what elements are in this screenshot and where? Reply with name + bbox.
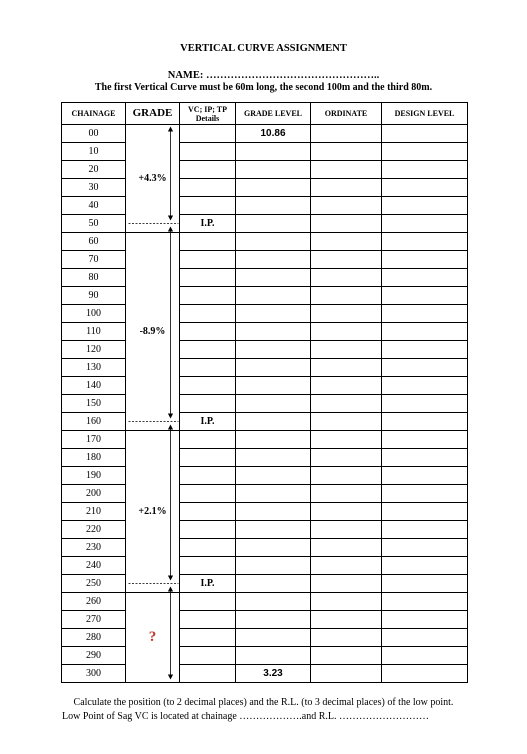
chainage-cell: 120 bbox=[62, 341, 126, 359]
table-row bbox=[62, 449, 468, 467]
table-row bbox=[62, 143, 468, 161]
vc-details-cell[interactable] bbox=[180, 449, 236, 467]
chainage-cell: 80 bbox=[62, 269, 126, 287]
ordinate-cell[interactable] bbox=[311, 233, 382, 251]
vc-details-cell[interactable] bbox=[180, 251, 236, 269]
ordinate-cell[interactable] bbox=[311, 215, 382, 233]
vc-details-cell[interactable] bbox=[180, 143, 236, 161]
assignment-instructions: The first Vertical Curve must be 60m long, the second 100m and the third 80m. bbox=[94, 82, 433, 93]
ordinate-cell[interactable] bbox=[311, 539, 382, 557]
design-level-cell[interactable] bbox=[382, 179, 468, 197]
table-row bbox=[62, 125, 468, 143]
ordinate-cell[interactable] bbox=[311, 359, 382, 377]
table-row bbox=[62, 557, 468, 575]
grade-level-cell[interactable]: 3.23 bbox=[236, 665, 311, 683]
chainage-cell: 10 bbox=[62, 143, 126, 161]
vc-details-cell[interactable] bbox=[180, 359, 236, 377]
assignment-title: VERTICAL CURVE ASSIGNMENT bbox=[180, 43, 347, 54]
design-level-cell[interactable] bbox=[382, 197, 468, 215]
grade-level-cell[interactable] bbox=[236, 539, 311, 557]
ordinate-cell[interactable] bbox=[311, 161, 382, 179]
table-row bbox=[62, 161, 468, 179]
ordinate-cell[interactable] bbox=[311, 323, 382, 341]
design-level-cell[interactable] bbox=[382, 557, 468, 575]
table-row bbox=[62, 431, 468, 449]
ip-marker[interactable]: I.P. bbox=[180, 413, 236, 431]
vc-details-cell[interactable] bbox=[180, 467, 236, 485]
grade-level-cell[interactable] bbox=[236, 143, 311, 161]
chainage-cell: 90 bbox=[62, 287, 126, 305]
ordinate-cell[interactable] bbox=[311, 179, 382, 197]
vc-details-cell[interactable] bbox=[180, 377, 236, 395]
vertical-curve-table bbox=[61, 102, 468, 683]
design-level-cell[interactable] bbox=[382, 215, 468, 233]
grade-level-cell[interactable] bbox=[236, 647, 311, 665]
vc-details-cell[interactable] bbox=[180, 395, 236, 413]
grade-level-cell[interactable] bbox=[236, 521, 311, 539]
vc-details-cell[interactable] bbox=[180, 323, 236, 341]
vc-details-cell[interactable] bbox=[180, 197, 236, 215]
table-row bbox=[62, 521, 468, 539]
table-row bbox=[62, 485, 468, 503]
vc-details-cell[interactable] bbox=[180, 647, 236, 665]
grade-level-cell[interactable] bbox=[236, 413, 311, 431]
design-level-cell[interactable] bbox=[382, 467, 468, 485]
design-level-cell[interactable] bbox=[382, 647, 468, 665]
ordinate-cell[interactable] bbox=[311, 503, 382, 521]
chainage-cell: 170 bbox=[62, 431, 126, 449]
design-level-cell[interactable] bbox=[382, 629, 468, 647]
grade-level-cell[interactable] bbox=[236, 503, 311, 521]
vc-details-cell[interactable] bbox=[180, 665, 236, 683]
design-level-cell[interactable] bbox=[382, 359, 468, 377]
grade-level-cell[interactable] bbox=[236, 323, 311, 341]
chainage-cell: 70 bbox=[62, 251, 126, 269]
ordinate-cell[interactable] bbox=[311, 251, 382, 269]
grade-cell bbox=[126, 593, 180, 683]
table-row bbox=[62, 539, 468, 557]
vc-details-cell[interactable] bbox=[180, 179, 236, 197]
table-row bbox=[62, 611, 468, 629]
chainage-cell: 200 bbox=[62, 485, 126, 503]
ordinate-cell[interactable] bbox=[311, 197, 382, 215]
table-row bbox=[62, 215, 468, 233]
design-level-cell[interactable] bbox=[382, 503, 468, 521]
chainage-cell: 220 bbox=[62, 521, 126, 539]
ordinate-cell[interactable] bbox=[311, 269, 382, 287]
table-row bbox=[62, 593, 468, 611]
vc-details-cell[interactable] bbox=[180, 521, 236, 539]
table-row bbox=[62, 395, 468, 413]
ordinate-cell[interactable] bbox=[311, 593, 382, 611]
design-level-cell[interactable] bbox=[382, 377, 468, 395]
design-level-cell[interactable] bbox=[382, 431, 468, 449]
task-instructions: Calculate the position (to 2 decimal places) and the R.L. (to 3 decimal places) of the low point. bbox=[73, 697, 454, 708]
vc-details-cell[interactable] bbox=[180, 269, 236, 287]
ip-marker[interactable]: I.P. bbox=[180, 575, 236, 593]
table-row bbox=[62, 197, 468, 215]
chainage-cell: 30 bbox=[62, 179, 126, 197]
grade-label: -8.9% bbox=[139, 326, 166, 337]
design-level-cell[interactable] bbox=[382, 413, 468, 431]
chainage-cell: 300 bbox=[62, 665, 126, 683]
chainage-cell: 140 bbox=[62, 377, 126, 395]
vc-details-cell[interactable] bbox=[180, 485, 236, 503]
grade-label: +2.1% bbox=[138, 506, 167, 517]
ordinate-cell[interactable] bbox=[311, 575, 382, 593]
ordinate-cell[interactable] bbox=[311, 305, 382, 323]
design-level-cell[interactable] bbox=[382, 287, 468, 305]
design-level-cell[interactable] bbox=[382, 395, 468, 413]
vc-details-cell[interactable] bbox=[180, 611, 236, 629]
chainage-cell: 110 bbox=[62, 323, 126, 341]
ordinate-cell[interactable] bbox=[311, 341, 382, 359]
table-header-row bbox=[62, 103, 468, 125]
design-level-cell[interactable] bbox=[382, 323, 468, 341]
grade-level-cell[interactable] bbox=[236, 467, 311, 485]
design-level-cell[interactable] bbox=[382, 575, 468, 593]
design-level-cell[interactable] bbox=[382, 233, 468, 251]
table-row bbox=[62, 413, 468, 431]
design-level-cell[interactable] bbox=[382, 305, 468, 323]
vc-details-cell[interactable] bbox=[180, 287, 236, 305]
grade-level-cell[interactable] bbox=[236, 611, 311, 629]
vc-details-cell[interactable] bbox=[180, 161, 236, 179]
ordinate-cell[interactable] bbox=[311, 395, 382, 413]
design-level-cell[interactable] bbox=[382, 611, 468, 629]
design-level-cell[interactable] bbox=[382, 485, 468, 503]
design-level-header: DESIGN LEVEL bbox=[382, 103, 468, 125]
grade-level-cell[interactable] bbox=[236, 269, 311, 287]
table-row bbox=[62, 629, 468, 647]
design-level-cell[interactable] bbox=[382, 161, 468, 179]
ordinate-cell[interactable] bbox=[311, 125, 382, 143]
vc-details-cell[interactable] bbox=[180, 503, 236, 521]
vc-details-cell[interactable] bbox=[180, 629, 236, 647]
chainage-cell: 20 bbox=[62, 161, 126, 179]
design-level-cell[interactable] bbox=[382, 143, 468, 161]
design-level-cell[interactable] bbox=[382, 593, 468, 611]
chainage-cell: 160 bbox=[62, 413, 126, 431]
table-row bbox=[62, 305, 468, 323]
table-row bbox=[62, 251, 468, 269]
chainage-cell: 260 bbox=[62, 593, 126, 611]
table-row bbox=[62, 233, 468, 251]
vc-details-cell[interactable] bbox=[180, 593, 236, 611]
ordinate-cell[interactable] bbox=[311, 377, 382, 395]
ordinate-cell[interactable] bbox=[311, 143, 382, 161]
chainage-cell: 240 bbox=[62, 557, 126, 575]
table-row bbox=[62, 287, 468, 305]
ordinate-cell[interactable] bbox=[311, 647, 382, 665]
chainage-cell: 280 bbox=[62, 629, 126, 647]
design-level-cell[interactable] bbox=[382, 269, 468, 287]
chainage-cell: 290 bbox=[62, 647, 126, 665]
vc-details-cell[interactable] bbox=[180, 233, 236, 251]
chainage-cell: 270 bbox=[62, 611, 126, 629]
chainage-cell: 50 bbox=[62, 215, 126, 233]
ordinate-cell[interactable] bbox=[311, 665, 382, 683]
chainage-cell: 190 bbox=[62, 467, 126, 485]
chainage-cell: 180 bbox=[62, 449, 126, 467]
ordinate-header: ORDINATE bbox=[311, 103, 382, 125]
chainage-cell: 60 bbox=[62, 233, 126, 251]
ordinate-cell[interactable] bbox=[311, 557, 382, 575]
vc-details-cell[interactable] bbox=[180, 539, 236, 557]
ip-marker[interactable]: I.P. bbox=[180, 215, 236, 233]
table-row bbox=[62, 269, 468, 287]
grade-level-cell[interactable] bbox=[236, 161, 311, 179]
grade-level-cell[interactable] bbox=[236, 557, 311, 575]
table-row bbox=[62, 503, 468, 521]
chainage-cell: 210 bbox=[62, 503, 126, 521]
table-row bbox=[62, 467, 468, 485]
answer-line: Low Point of Sag VC is located at chainage ……………….and R.L. ……………………… bbox=[62, 711, 429, 722]
grade-label: +4.3% bbox=[138, 173, 167, 184]
vc-details-cell[interactable] bbox=[180, 125, 236, 143]
grade-level-cell[interactable] bbox=[236, 629, 311, 647]
grade-level-cell[interactable] bbox=[236, 197, 311, 215]
grade-level-cell[interactable] bbox=[236, 341, 311, 359]
grade-level-cell[interactable] bbox=[236, 485, 311, 503]
grade-level-cell[interactable] bbox=[236, 179, 311, 197]
vc-details-cell[interactable] bbox=[180, 341, 236, 359]
grade-level-cell[interactable]: 10.86 bbox=[236, 125, 311, 143]
ordinate-cell[interactable] bbox=[311, 413, 382, 431]
vc-details-cell[interactable] bbox=[180, 305, 236, 323]
chainage-cell: 00 bbox=[62, 125, 126, 143]
table-row bbox=[62, 647, 468, 665]
grade-level-cell[interactable] bbox=[236, 215, 311, 233]
grade-level-cell[interactable] bbox=[236, 593, 311, 611]
table-row bbox=[62, 665, 468, 683]
design-level-cell[interactable] bbox=[382, 251, 468, 269]
grade-cell bbox=[126, 125, 180, 233]
design-level-cell[interactable] bbox=[382, 521, 468, 539]
vc-details-header: VC; IP; TP Details bbox=[180, 103, 236, 125]
table-row bbox=[62, 377, 468, 395]
unknown-grade-label: ? bbox=[148, 629, 157, 645]
grade-level-cell[interactable] bbox=[236, 233, 311, 251]
vc-details-cell[interactable] bbox=[180, 557, 236, 575]
grade-cell bbox=[126, 233, 180, 431]
grade-level-cell[interactable] bbox=[236, 251, 311, 269]
grade-header: GRADE bbox=[126, 103, 180, 125]
design-level-cell[interactable] bbox=[382, 539, 468, 557]
ordinate-cell[interactable] bbox=[311, 629, 382, 647]
design-level-cell[interactable] bbox=[382, 449, 468, 467]
grade-level-cell[interactable] bbox=[236, 431, 311, 449]
ordinate-cell[interactable] bbox=[311, 431, 382, 449]
chainage-cell: 150 bbox=[62, 395, 126, 413]
ordinate-cell[interactable] bbox=[311, 287, 382, 305]
table-row bbox=[62, 323, 468, 341]
design-level-cell[interactable] bbox=[382, 125, 468, 143]
ordinate-cell[interactable] bbox=[311, 449, 382, 467]
design-level-cell[interactable] bbox=[382, 665, 468, 683]
ordinate-cell[interactable] bbox=[311, 467, 382, 485]
grade-level-cell[interactable] bbox=[236, 287, 311, 305]
grade-level-cell[interactable] bbox=[236, 305, 311, 323]
design-level-cell[interactable] bbox=[382, 341, 468, 359]
grade-level-cell[interactable] bbox=[236, 449, 311, 467]
chainage-cell: 100 bbox=[62, 305, 126, 323]
chainage-cell: 40 bbox=[62, 197, 126, 215]
name-line: NAME: ………………………………………….. bbox=[167, 70, 380, 81]
grade-cell bbox=[126, 431, 180, 593]
table-row bbox=[62, 179, 468, 197]
table-row bbox=[62, 359, 468, 377]
vc-details-cell[interactable] bbox=[180, 431, 236, 449]
chainage-header: CHAINAGE bbox=[62, 103, 126, 125]
grade-level-cell[interactable] bbox=[236, 377, 311, 395]
grade-level-cell[interactable] bbox=[236, 395, 311, 413]
grade-level-header: GRADE LEVEL bbox=[236, 103, 311, 125]
table-row bbox=[62, 575, 468, 593]
chainage-cell: 130 bbox=[62, 359, 126, 377]
chainage-cell: 230 bbox=[62, 539, 126, 557]
ordinate-cell[interactable] bbox=[311, 521, 382, 539]
grade-level-cell[interactable] bbox=[236, 359, 311, 377]
chainage-cell: 250 bbox=[62, 575, 126, 593]
grade-level-cell[interactable] bbox=[236, 575, 311, 593]
ordinate-cell[interactable] bbox=[311, 485, 382, 503]
ordinate-cell[interactable] bbox=[311, 611, 382, 629]
table-row bbox=[62, 341, 468, 359]
